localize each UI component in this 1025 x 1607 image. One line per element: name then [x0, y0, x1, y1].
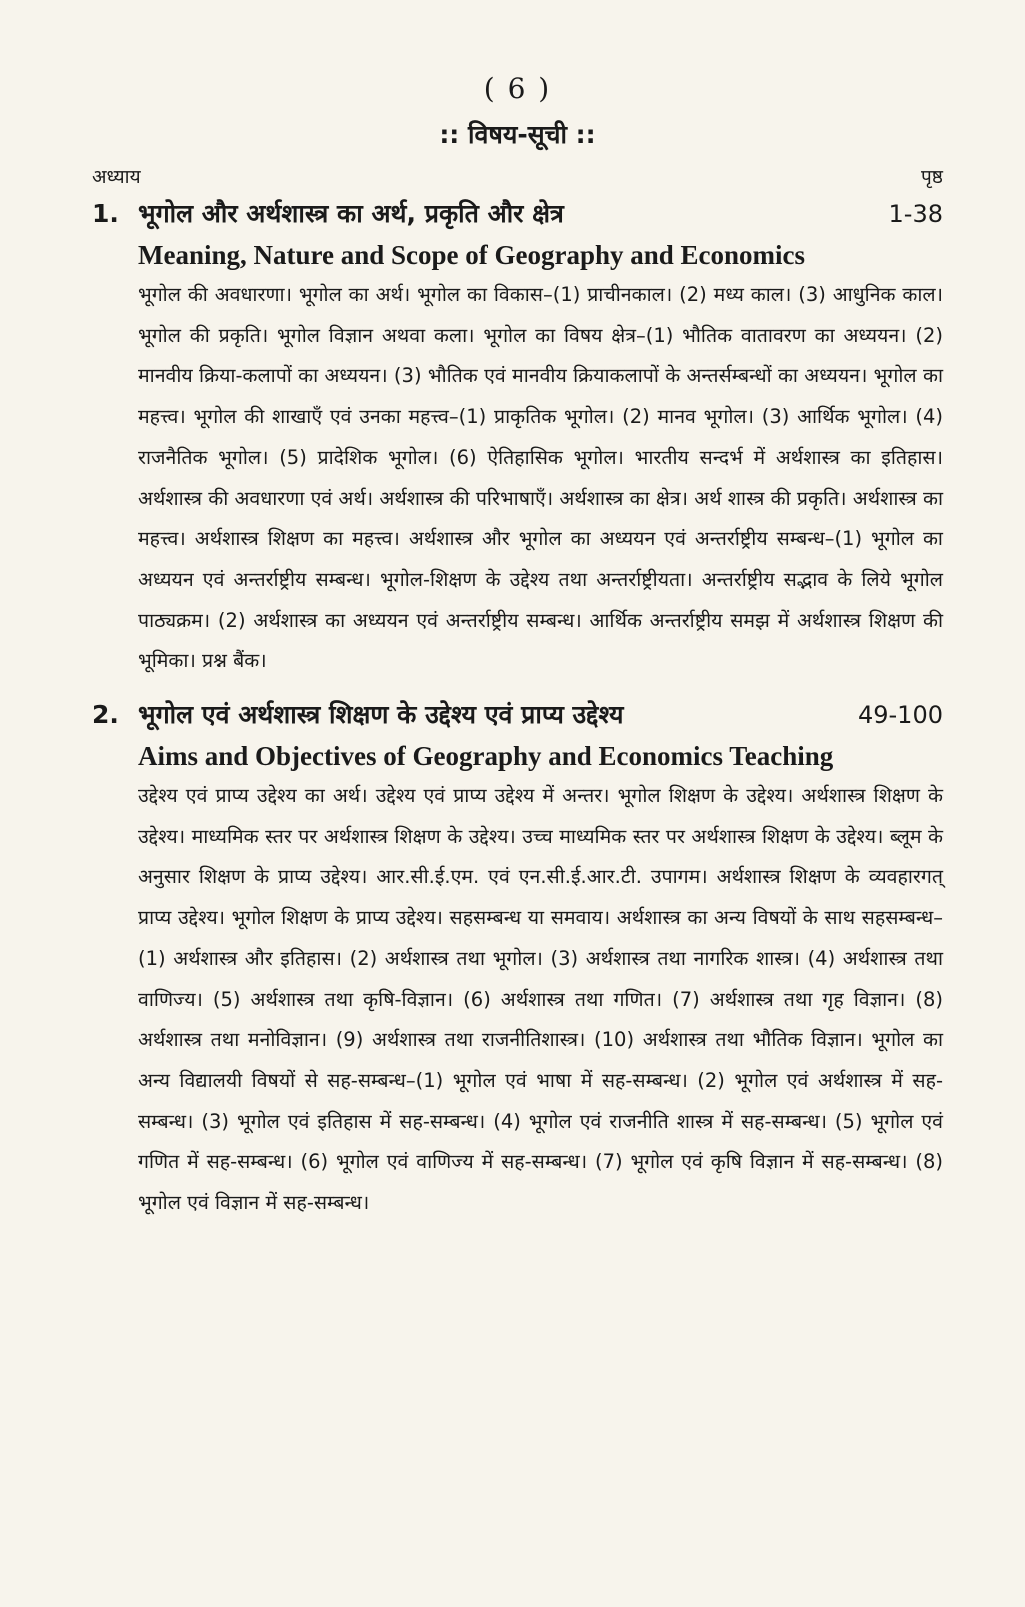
chapter-column-heading: अध्याय — [92, 166, 141, 188]
chapter-1 — [92, 195, 943, 682]
chapter-heading — [92, 696, 943, 734]
chapter-pages: 49-100 — [857, 701, 943, 730]
chapter-title: भूगोल एवं अर्थशास्त्र शिक्षण के उद्देश्य एवं प्राप्य उद्देश्य — [138, 700, 624, 730]
chapter-number: 1. — [92, 199, 119, 228]
chapter-english-title: Aims and Objectives of Geography and Economics Teaching — [138, 741, 834, 772]
page-number: ( 6 ) — [483, 72, 552, 105]
chapter-number: 2. — [92, 700, 119, 730]
toc-title: :: विषय-सूची :: — [439, 120, 596, 149]
chapter-heading — [92, 195, 943, 233]
column-headings — [92, 163, 943, 189]
chapter-2 — [92, 696, 943, 1224]
chapter-contents: भूगोल की अवधारणा। भूगोल का अर्थ। भूगोल का विकास–(1) प्राचीनकाल। (2) मध्य काल। (3) आधुनिक काल। भूगोल की प्रकृति। भूगोल विज्ञान अथवा कला। भूगोल का विषय क्षेत्र–(1) भौतिक वातावरण का अध्ययन। (2) मानवीय क्रिया-कलापों का अध्ययन। (3) भौतिक एवं मानवीय क्रियाकलापों के अन्तर्सम्बन्धों का अध्ययन। भूगोल का महत्त्व। भूगोल की शाखाएँ एवं उनका महत्त्व–(1) प्राकृतिक भूगोल। (2) मानव भूगोल। (3) आर्थिक भूगोल। (4) राजनैतिक भूगोल। (5) प्रादेशिक भूगोल। (6) ऐतिहासिक भूगोल। भारतीय सन्दर्भ में अर्थशास्त्र का इतिहास। अर्थशास्त्र की अवधारणा एवं अर्थ। अर्थशास्त्र की परिभाषाएँ। अर्थशास्त्र का क्षेत्र। अर्थ शास्त्र की प्रकृति। अर्थशास्त्र का महत्त्व। अर्थशास्त्र शिक्षण का महत्त्व। अर्थशास्त्र और भूगोल का अध्ययन एवं अन्तर्राष्ट्रीय सम्बन्ध–(1) भूगोल का अध्ययन एवं अन्तर्राष्ट्रीय सम्बन्ध। भूगोल-शिक्षण के उद्देश्य तथा अन्तर्राष्ट्रीयता। अन्तर्राष्ट्रीय सद्भाव के लिये भूगोल पाठ्यक्रम। (2) अर्थशास्त्र का अध्ययन एवं अन्तर्राष्ट्रीय सम्बन्ध। आर्थिक अन्तर्राष्ट्रीय समझ में अर्थशास्त्र शिक्षण की भूमिका। प्रश्न बैंक। — [138, 283, 943, 673]
chapter-title: भूगोल और अर्थशास्त्र का अर्थ, प्रकृति और क्षेत्र — [138, 199, 564, 228]
chapter-pages: 1-38 — [888, 200, 943, 228]
page-column-heading: पृष्ठ — [921, 166, 943, 188]
chapter-english-title: Meaning, Nature and Scope of Geography and Economics — [138, 240, 806, 270]
chapter-contents: उद्देश्य एवं प्राप्य उद्देश्य का अर्थ। उद्देश्य एवं प्राप्य उद्देश्य में अन्तर। भूगोल शिक्षण के उद्देश्य। अर्थशास्त्र शिक्षण के उद्देश्य। माध्यमिक स्तर पर अर्थशास्त्र शिक्षण के उद्देश्य। उच्च माध्यमिक स्तर पर अर्थशास्त्र शिक्षण के उद्देश्य। ब्लूम के अनुसार शिक्षण के प्राप्य उद्देश्य। आर.सी.ई.एम. एवं एन.सी.ई.आर.टी. उपागम। अर्थशास्त्र शिक्षण के व्यवहारगत् प्राप्य उद्देश्य। भूगोल शिक्षण के प्राप्य उद्देश्य। सहसम्बन्ध या समवाय। अर्थशास्त्र का अन्य विषयों के साथ सहसम्बन्ध–(1) अर्थशास्त्र और इतिहास। (2) अर्थशास्त्र तथा भूगोल। (3) अर्थशास्त्र तथा नागरिक शास्त्र। (4) अर्थशास्त्र तथा वाणिज्य। (5) अर्थशास्त्र तथा कृषि-विज्ञान। (6) अर्थशास्त्र तथा गणित। (7) अर्थशास्त्र तथा गृह विज्ञान। (8) अर्थशास्त्र तथा मनोविज्ञान। (9) अर्थशास्त्र तथा राजनीतिशास्त्र। (10) अर्थशास्त्र तथा भौतिक विज्ञान। भूगोल का अन्य विद्यालयी विषयों से सह-सम्बन्ध–(1) भूगोल एवं भाषा में सह-सम्बन्ध। (2) भूगोल एवं अर्थशास्त्र में सह-सम्बन्ध। (3) भूगोल एवं इतिहास में सह-सम्बन्ध। (4) भूगोल एवं राजनीति शास्त्र में सह-सम्बन्ध। (5) भूगोल एवं गणित में सह-सम्बन्ध। (6) भूगोल एवं वाणिज्य में सह-सम्बन्ध। (7) भूगोल एवं कृषि विज्ञान में सह-सम्बन्ध। (8) भूगोल एवं विज्ञान में सह-सम्बन्ध। — [138, 784, 943, 1215]
